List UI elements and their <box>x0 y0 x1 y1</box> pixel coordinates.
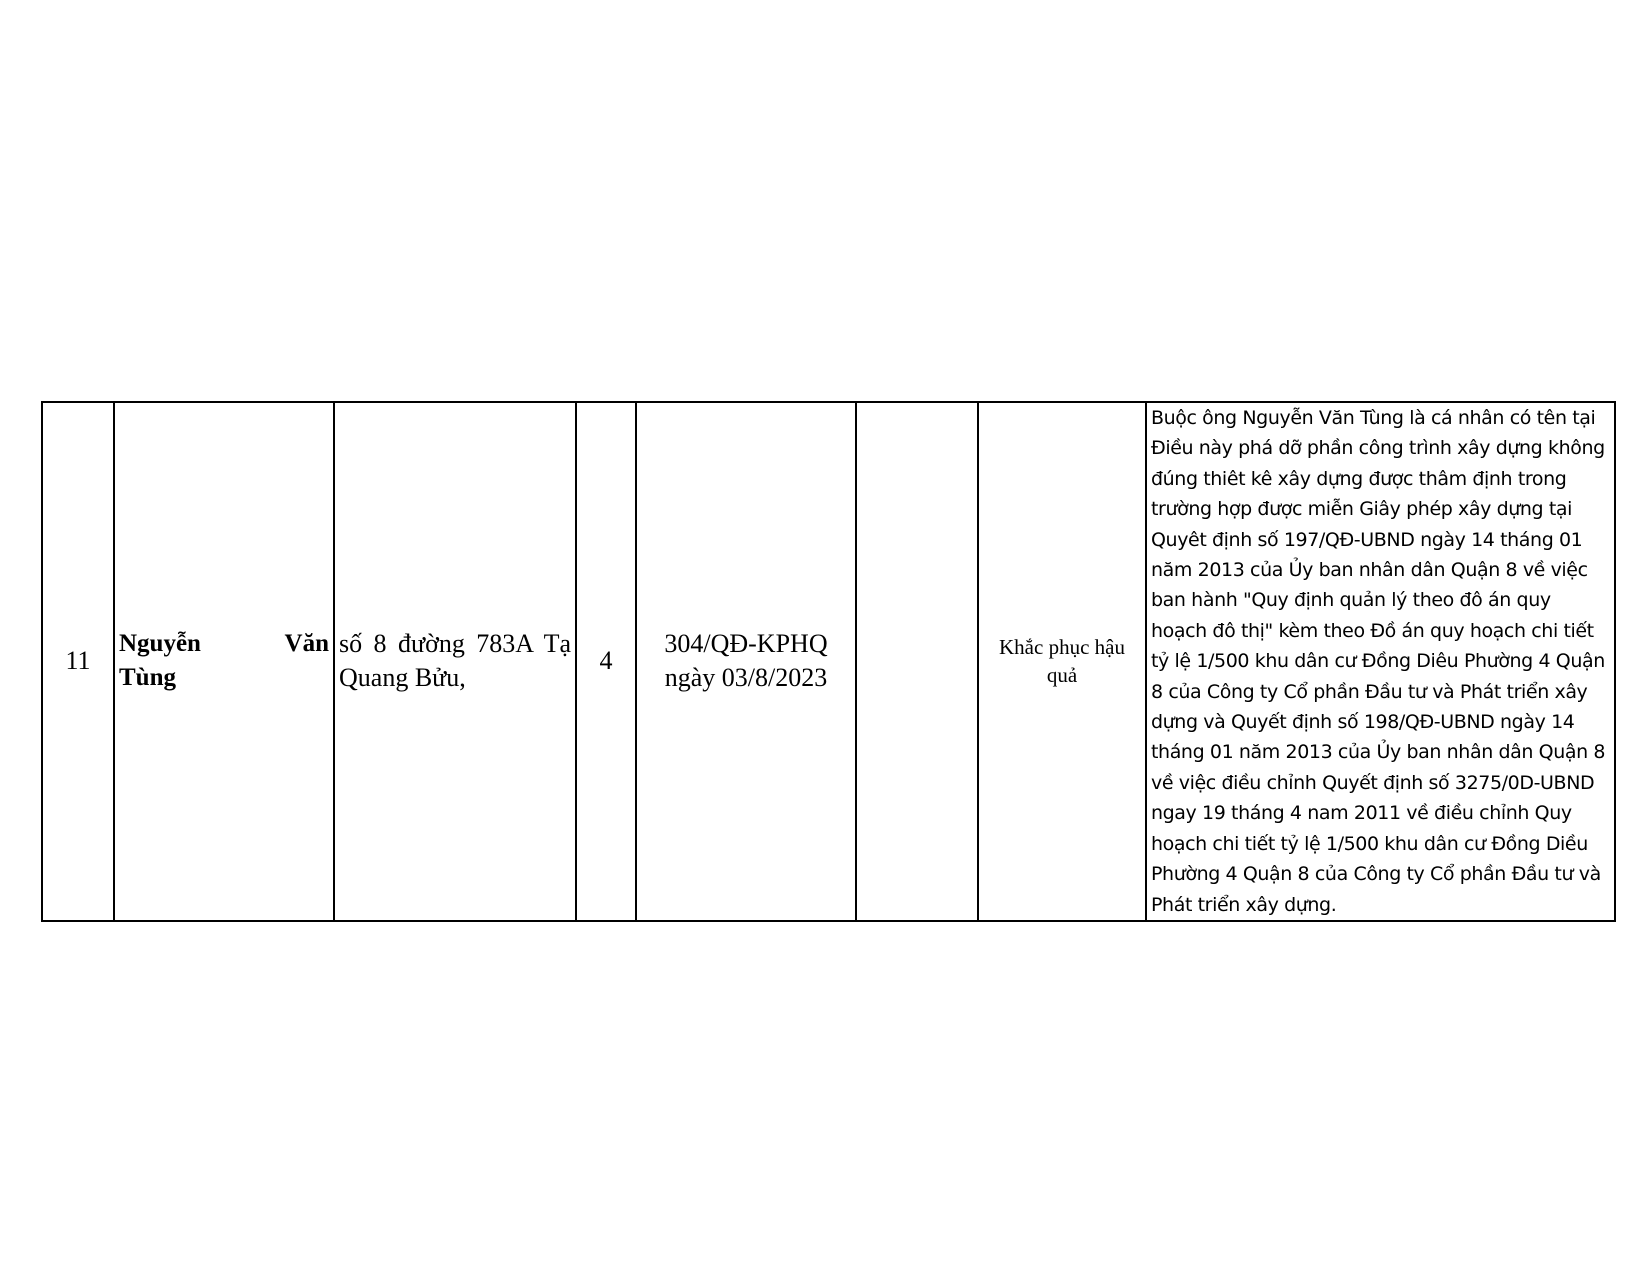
detail-cell <box>1146 402 1615 921</box>
decision-cell <box>636 402 856 921</box>
decision-number: 304/QĐ-KPHQ <box>664 629 828 659</box>
measure-cell <box>978 402 1146 921</box>
table-row <box>42 402 1615 921</box>
violator-name-part: Tùng <box>119 664 176 692</box>
violator-name-cell <box>114 402 334 921</box>
detail-text: Buộc ông Nguyễn Văn Tùng là cá nhân có tên tại Điều này phá dỡ phần công trình xây dựng không đúng thiêt kê xây dựng được thâm định trong trường hợp được miễn Giây phép xây dựng tại Quyêt định số 197/QĐ-UBND ngày 14 tháng 01 năm 2013 của Ủy ban nhân dân Quận 8 về việc ban hành "Quy định quản lý theo đô án quy hoạch đô thị" kèm theo Đồ án quy hoạch chi tiết tỷ lệ 1/500 khu dân cư Đồng Diêu Phường 4 Quận 8 của Công ty Cổ phần Đầu tư và Phát triển xây dựng và Quyết định số 198/QĐ-UBND ngày 14 tháng 01 năm 2013 của Ủy ban nhân dân Quận 8 về việc điều chỉnh Quyết định số 3275/0D-UBND ngay 19 tháng 4 nam 2011 về điều chỉnh Quy hoạch chi tiết tỷ lệ 1/500 khu dân cư Đồng Diều Phường 4 Quận 8 của Công ty Cổ phần Đầu tư và Phát triển xây dựng. <box>1151 407 1606 916</box>
decision-date: ngày 03/8/2023 <box>664 663 828 693</box>
row-number-cell: 11 <box>42 402 114 921</box>
violation-table <box>41 401 1616 922</box>
ward-cell: 4 <box>576 402 636 921</box>
empty-cell <box>856 402 978 921</box>
violator-name-part: Văn <box>284 630 329 658</box>
violator-name-part: Nguyễn <box>119 630 201 658</box>
address-text: số 8 đường 783A Tạ Quang Bửu, <box>339 629 571 693</box>
measure-text: Khắc phục hậu quả <box>999 635 1125 688</box>
address-cell <box>334 402 576 921</box>
